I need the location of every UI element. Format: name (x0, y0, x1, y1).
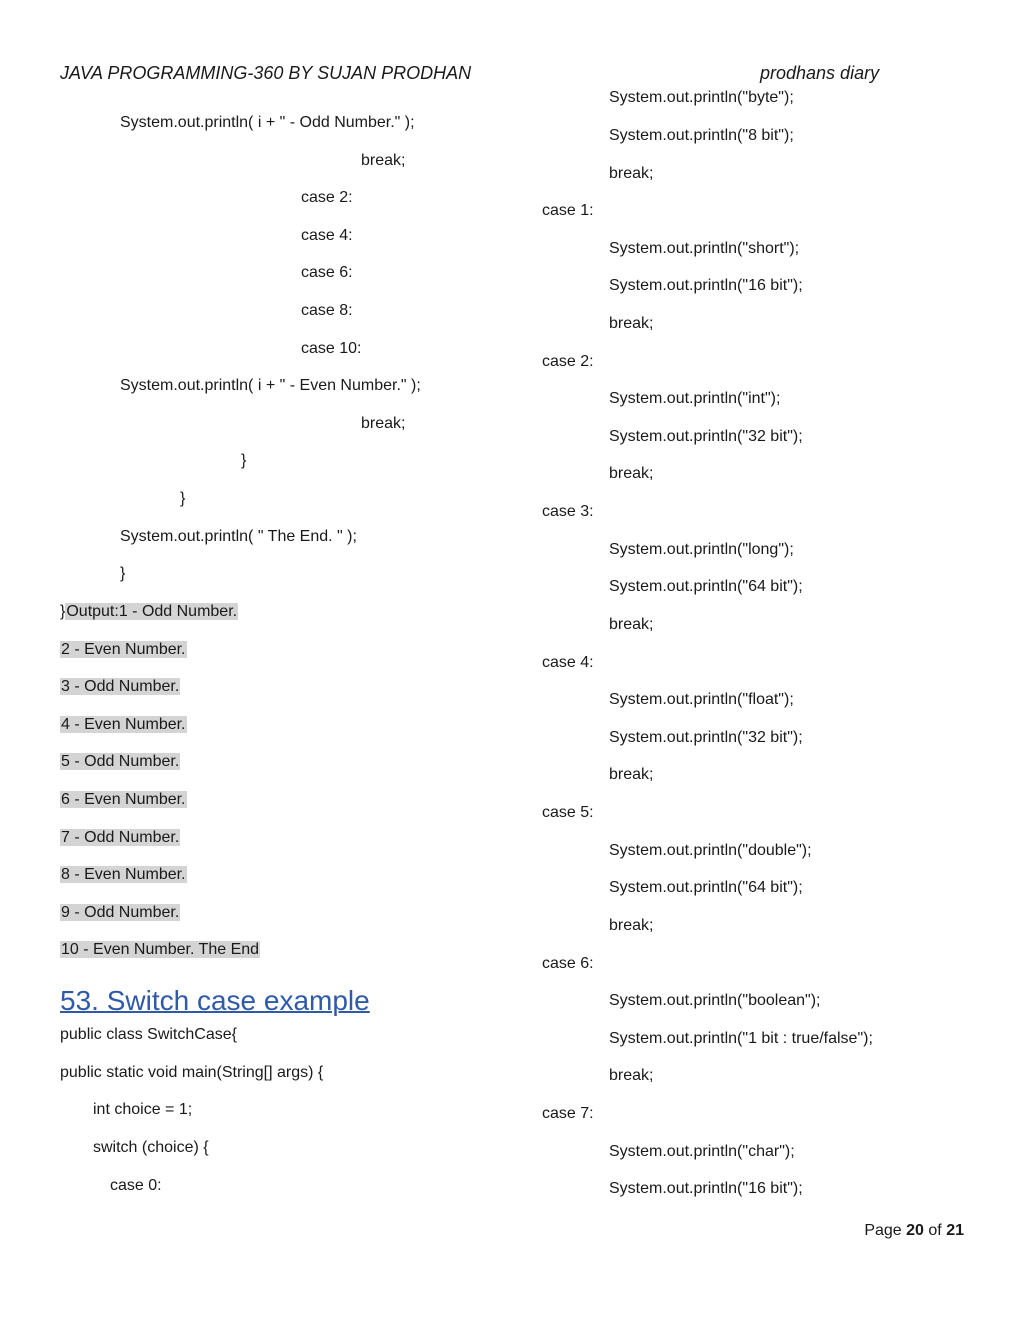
code-line: System.out.println("8 bit"); (609, 127, 794, 144)
code-line: case 0: (110, 1177, 162, 1194)
code-line: break; (609, 616, 654, 633)
output-line: 4 - Even Number. (61, 716, 186, 733)
code-line: public static void main(String[] args) { (60, 1064, 324, 1081)
code-line: case 8: (301, 302, 353, 319)
code-line: System.out.println("byte"); (609, 89, 794, 106)
code-line: System.out.println("64 bit"); (609, 578, 803, 595)
code-line: System.out.println("short"); (609, 240, 800, 257)
code-line: switch (choice) { (93, 1139, 209, 1156)
code-line: break; (609, 465, 654, 482)
page-label: Page (864, 1222, 902, 1239)
output-line: 2 - Even Number. (61, 641, 186, 658)
code-line: System.out.println( i + " - Even Number." ); (120, 377, 421, 394)
code-line: } (241, 452, 247, 469)
output-line-wrap (60, 752, 180, 772)
code-line: break; (361, 152, 406, 169)
code-line: System.out.println("int"); (609, 390, 781, 407)
code-line: case 4: (301, 227, 353, 244)
code-line: case 6: (301, 264, 353, 281)
code-line: break; (609, 165, 654, 182)
code-line: case 2: (301, 189, 353, 206)
code-line: System.out.println( " The End. " ); (120, 528, 357, 545)
output-line-wrap (60, 715, 187, 735)
code-line: } (180, 490, 186, 507)
current-page: 20 (906, 1222, 924, 1239)
code-line: } (120, 565, 126, 582)
code-line: break; (609, 766, 654, 783)
code-line: System.out.println("char"); (609, 1143, 795, 1160)
code-line: System.out.println("64 bit"); (609, 879, 803, 896)
code-line: case 3: (542, 503, 594, 520)
output-line-wrap (60, 940, 260, 960)
output-first-line (60, 602, 238, 622)
code-line: System.out.println("32 bit"); (609, 428, 803, 445)
code-line: break; (361, 415, 406, 432)
header-title: JAVA PROGRAMMING-360 BY SUJAN PRODHAN (60, 63, 472, 83)
code-line: case 5: (542, 804, 594, 821)
output-line: 9 - Odd Number. (61, 904, 180, 921)
code-line: System.out.println("32 bit"); (609, 729, 803, 746)
page-of-label: of (928, 1222, 942, 1239)
code-line: case 4: (542, 654, 594, 671)
output-line: 8 - Even Number. (61, 866, 186, 883)
code-line: System.out.println("16 bit"); (609, 1180, 803, 1197)
code-line: break; (609, 315, 654, 332)
code-line: break; (609, 1067, 654, 1084)
code-line: case 6: (542, 955, 594, 972)
section-heading: 53. Switch case example (60, 985, 370, 1016)
code-line: break; (609, 917, 654, 934)
output-line: 3 - Odd Number. (61, 678, 180, 695)
code-line: public class SwitchCase{ (60, 1026, 237, 1043)
code-line: int choice = 1; (93, 1101, 193, 1118)
code-line: System.out.println("1 bit : true/false"); (609, 1030, 873, 1047)
output-line: 7 - Odd Number. (61, 829, 180, 846)
output-line-wrap (60, 828, 180, 848)
code-line: case 10: (301, 340, 362, 357)
output-line: 5 - Odd Number. (61, 753, 180, 770)
closing-brace: } (60, 603, 66, 620)
output-line-wrap (60, 640, 187, 660)
output-line-wrap (60, 903, 180, 923)
output-line: 6 - Even Number. (61, 791, 186, 808)
code-line: System.out.println( i + " - Odd Number." ); (120, 114, 415, 131)
page-number (864, 1222, 964, 1240)
code-line: System.out.println("float"); (609, 691, 794, 708)
code-line: case 1: (542, 202, 594, 219)
code-line: System.out.println("16 bit"); (609, 277, 803, 294)
output-line: 10 - Even Number. The End (61, 941, 260, 958)
code-line: System.out.println("double"); (609, 842, 812, 859)
output-line-wrap (60, 865, 187, 885)
output-line: Output:1 - Odd Number. (66, 603, 238, 620)
output-line-wrap (60, 677, 180, 697)
header-brand: prodhans diary (760, 63, 880, 83)
code-line: System.out.println("boolean"); (609, 992, 821, 1009)
code-line: case 2: (542, 353, 594, 370)
code-line: case 7: (542, 1105, 594, 1122)
total-pages: 21 (946, 1222, 964, 1239)
output-line-wrap (60, 790, 187, 810)
code-line: System.out.println("long"); (609, 541, 794, 558)
